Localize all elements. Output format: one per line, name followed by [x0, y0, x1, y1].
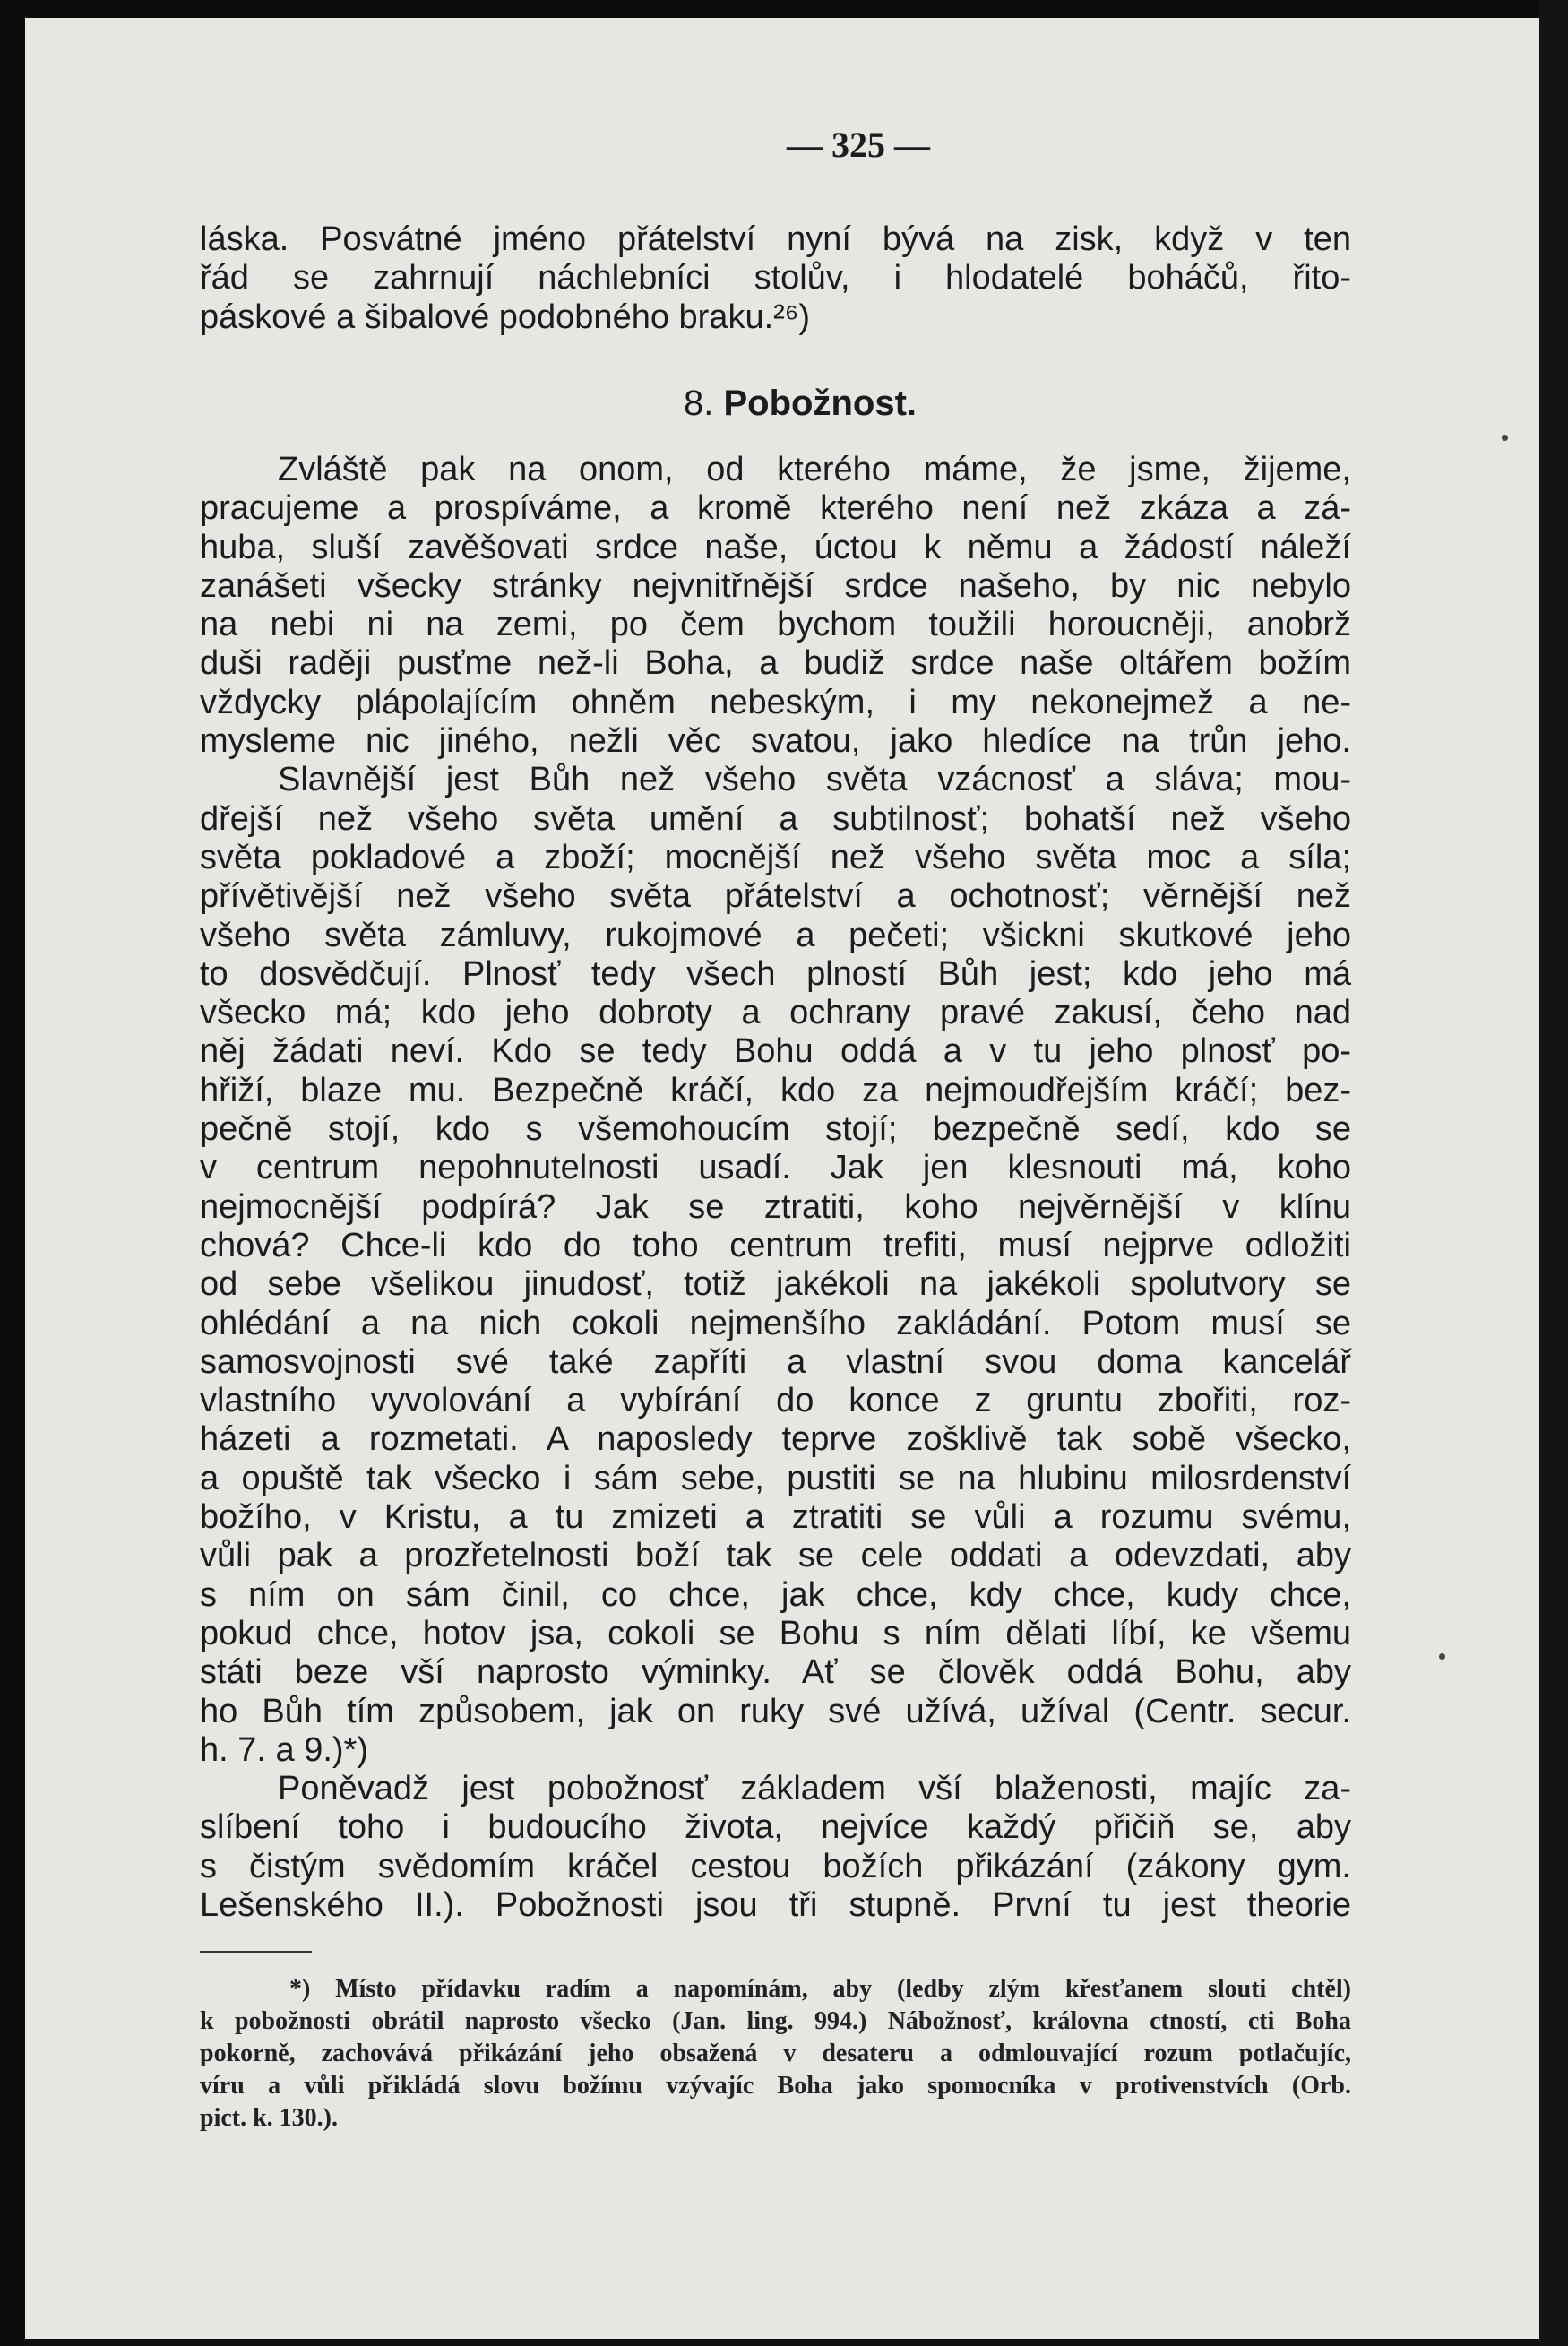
text-line: Slavnější jest Bůh než všeho světa vzácnosť a sláva; mou- [278, 761, 1351, 799]
text-line: duši raději pusťme než-li Boha, a budiž srdce naše oltářem božím [200, 644, 1351, 683]
scan-speck [1439, 1653, 1445, 1660]
text-line: s čistým svědomím kráčel cestou božích přikázání (zákony gym. [200, 1847, 1351, 1885]
text-line: pečně stojí, kdo s všemohoucím stojí; bezpečně sedí, kdo se [200, 1110, 1351, 1149]
text-line: to dosvědčují. Plnosť tedy všech plností Bůh jest; kdo jeho má [200, 954, 1351, 993]
text-line: h. 7. a 9.)*) [200, 1730, 368, 1769]
text-line: hřiží, blaze mu. Bezpečně kráčí, kdo za nejmoudřejším kráčí; bez- [200, 1071, 1351, 1109]
text-line: řád se zahrnují náchlebníci stolův, i hlodatelé boháčů, řito- [200, 259, 1351, 298]
text-line: světa pokladové a zboží; mocnější než všeho světa moc a síla; [200, 838, 1351, 876]
text-line: Zvláště pak na onom, od kterého máme, že jsme, žijeme, [278, 451, 1351, 488]
text-line: na nebi ni na zemi, po čem bychom toužili horoucněji, anobrž [200, 606, 1351, 644]
text-line: chová? Chce-li kdo do toho centrum trefiti, musí nejprve odložiti [200, 1226, 1351, 1264]
text-line: páskové a šibalové podobného braku.²⁶) [200, 298, 811, 336]
text-line: něj žádati neví. Kdo se tedy Bohu oddá a v tu jeho plnosť po- [200, 1032, 1351, 1071]
text-line: s ním on sám činil, co chce, jak chce, kdy chce, kudy chce, [200, 1575, 1351, 1614]
main-text [200, 451, 1351, 1925]
text-line: božího, v Kristu, a tu zmizeti a ztratiti se vůli a rozumu svému, [200, 1498, 1351, 1537]
text-line: od sebe všelikou jinudosť, totiž jakékoli na jakékoli spolutvory se [200, 1265, 1351, 1304]
footnote-line: pokorně, zachovává přikázání jeho obsažená v desateru a odmlouvající rozum potlačujíc, [200, 2040, 1351, 2067]
text-line: Poněvadž jest pobožnosť základem vší blaženosti, majíc za- [278, 1770, 1351, 1808]
text-line: pracujeme a prospíváme, a kromě kterého není než zkáza a zá- [200, 489, 1351, 528]
text-line: slíbení toho i budoucího života, nejvíce každý přičiň se, aby [200, 1808, 1351, 1847]
text-line: nejmocnější podpírá? Jak se ztratiti, koho nejvěrnější v klínu [200, 1187, 1351, 1226]
text-line: huba, sluší zavěšovati srdce naše, úctou k němu a žádostí náleží [200, 528, 1351, 566]
text-line: přívětivější než všeho světa přátelství a ochotnosť; věrnější než [200, 877, 1351, 916]
text-line: házeti a rozmetati. A naposledy teprve zošklivě tak sobě všecko, [200, 1420, 1351, 1459]
text-line: samosvojnosti své také zapříti a vlastní svou doma kancelář [200, 1342, 1351, 1381]
text-line: zanášeti všecky stránky nejvnitřnější srdce našeho, by nic nebylo [200, 566, 1351, 605]
text-line: a opuště tak všecko i sám sebe, pustiti se na hlubinu milosrdenství [200, 1459, 1351, 1497]
text-line: ohlédání a na nich cokoli nejmenšího zakládání. Potom musí se [200, 1304, 1351, 1342]
text-line: státi beze vší naprosto výminky. Ať se člověk oddá Bohu, aby [200, 1653, 1351, 1692]
scan-border-left [0, 0, 25, 2346]
footnote [200, 1973, 1351, 2135]
text-line: pokud chce, hotov jsa, cokoli se Bohu s ním dělati líbí, ke všemu [200, 1614, 1351, 1652]
text-line: láska. Posvátné jméno přátelství nyní bývá na zisk, když v ten [200, 220, 1351, 258]
text-line: Lešenského II.). Pobožnosti jsou tři stupně. První tu jest theorie [200, 1885, 1351, 1924]
section-title: Pobožnost. [723, 384, 917, 423]
top-paragraph [200, 220, 1351, 337]
text-line: vždycky plápolajícím ohněm nebeským, i my nekonejmež a ne- [200, 683, 1351, 721]
scan-border-top [0, 0, 1568, 18]
page-number: — 325 — [787, 125, 930, 165]
section-number: 8. [683, 384, 714, 423]
footnote-line: k pobožnosti obrátil naprosto všecko (Jan. ling. 994.) Nábožnosť, královna ctností, cti Boha [200, 2007, 1351, 2035]
text-line: ho Bůh tím způsobem, jak on ruky své užívá, užíval (Centr. secur. [200, 1692, 1351, 1730]
text-line: všeho světa zámluvy, rukojmové a pečeti; všickni skutkové jeho [200, 916, 1351, 954]
footnote-line: pict. k. 130.). [200, 2104, 338, 2132]
scan-speck [1502, 435, 1508, 441]
page-sheet [25, 18, 1539, 2339]
footnote-line: víru a vůli přikládá slovu božímu vzývajíc Boha jako spomocníka v protivenstvích (Orb. [200, 2072, 1351, 2100]
section-heading [25, 384, 1539, 424]
text-line: dřejší než všeho světa umění a subtilnosť; bohatší než všeho [200, 799, 1351, 838]
scan-border-right [1539, 0, 1568, 2346]
text-line: vlastního vyvolování a vybírání do konce z gruntu zbořiti, roz- [200, 1382, 1351, 1420]
footnote-divider [200, 1951, 312, 1953]
footnote-line: *) Místo přídavku radím a napomínám, aby (ledby zlým křesťanem slouti chtěl) [289, 1975, 1351, 2003]
text-line: v centrum nepohnutelnosti usadí. Jak jen klesnouti má, koho [200, 1149, 1351, 1187]
text-line: vůli pak a prozřetelnosti boží tak se cele oddati a odevzdati, aby [200, 1537, 1351, 1575]
text-line: všecko má; kdo jeho dobroty a ochrany pravé zakusí, čeho nad [200, 994, 1351, 1032]
text-line: mysleme nic jiného, nežli věc svatou, jako hledíce na trůn jeho. [200, 722, 1351, 761]
